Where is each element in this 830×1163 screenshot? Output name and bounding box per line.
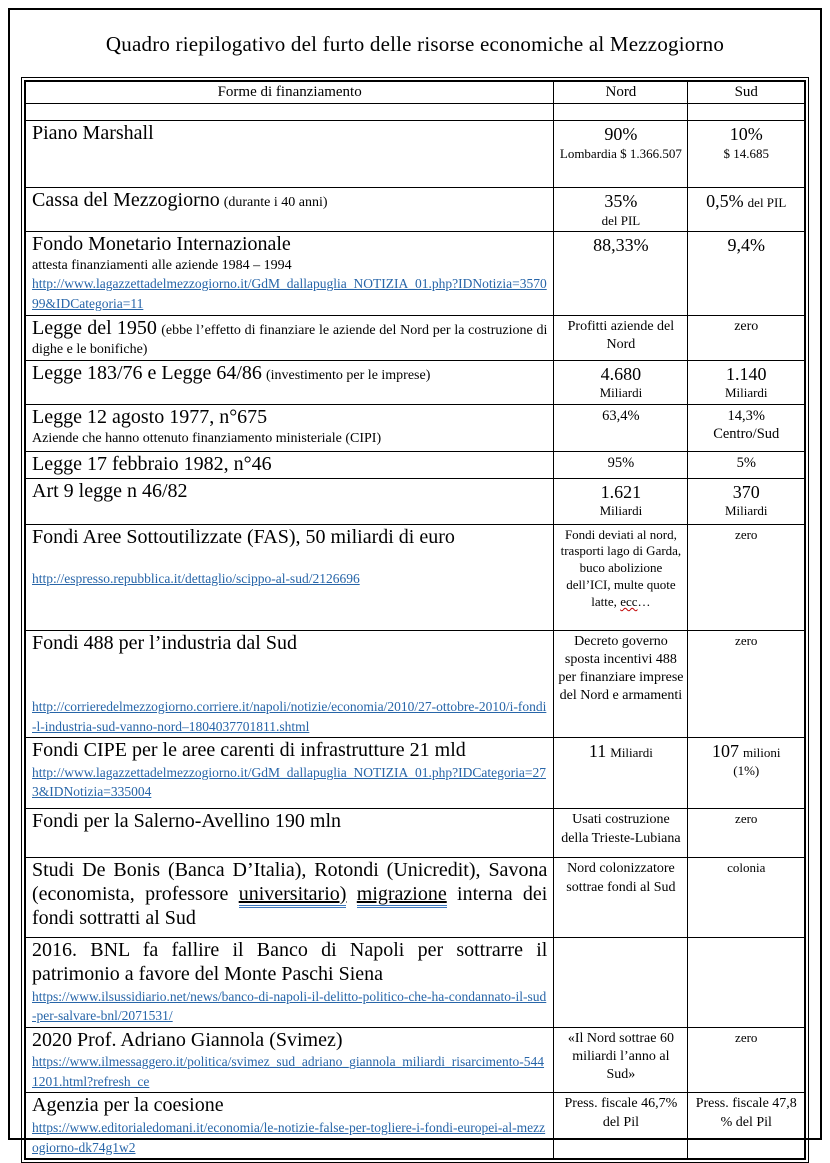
summary-table	[24, 80, 806, 1160]
empty-cell	[25, 104, 554, 121]
value-unit: milioni	[742, 745, 781, 761]
cell-sud	[688, 232, 805, 315]
value-main: 9,4%	[727, 235, 765, 256]
table-row-giannola-svimez	[25, 1027, 805, 1093]
row-note: (investimento per le imprese)	[265, 367, 431, 383]
empty-cell	[688, 104, 805, 121]
table-row-agenzia-coesione	[25, 1093, 805, 1159]
header-sud: Sud	[688, 81, 805, 104]
cipe-link[interactable]: http://www.lagazzettadelmezzogiorno.it/GdM_dallapuglia_NOTIZIA_01.php?IDCategoria=273&IDNotizia=335004	[32, 764, 546, 800]
value-text: Press. fiscale 46,7% del Pil	[564, 1096, 678, 1130]
row-note: (ebbe l’effetto di finanziare le aziende del Nord per la costruzione di dighe e le bonifiche)	[32, 322, 548, 358]
value-sub: Miliardi	[724, 503, 768, 519]
value-text: Decreto governo sposta incentivi 488 per finanziare imprese del Nord e armamenti	[558, 633, 684, 704]
row-title: Fondi CIPE per le aree carenti di infrastrutture 21 mld	[32, 739, 466, 762]
row-title: Fondi Aree Sottoutilizzate (FAS), 50 miliardi di euro	[32, 525, 455, 548]
cell-forme	[25, 478, 554, 524]
cell-sud	[688, 524, 805, 630]
value-text: zero	[735, 811, 758, 827]
value-text-ellipsis: …	[637, 594, 651, 610]
fas-link[interactable]: http://espresso.repubblica.it/dettaglio/scippo-al-sud/2126696	[32, 571, 360, 587]
row-note: (durante i 40 anni)	[223, 195, 328, 210]
value-text: colonia	[727, 860, 766, 876]
value-sub: Miliardi	[724, 385, 768, 401]
header-nord: Nord	[554, 81, 688, 104]
cell-forme	[25, 405, 554, 452]
cell-forme	[25, 630, 554, 738]
value-sub: Miliardi	[599, 385, 643, 401]
cell-nord	[554, 405, 688, 452]
cell-sud	[688, 938, 805, 1027]
row-title: Fondo Monetario Internazionale	[32, 233, 291, 256]
row-title: Fondi per la Salerno-Avellino 190 mln	[32, 810, 342, 833]
value-text: Nord colonizzatore sottrae fondi al Sud	[566, 861, 676, 895]
value-text: Usati costruzione della Trieste-Lubiana	[561, 812, 681, 846]
table-row-art9	[25, 478, 805, 524]
value-main: 4.680	[600, 363, 642, 384]
table-row-piano-marshall	[25, 121, 805, 188]
row-title: 2020 Prof. Adriano Giannola (Svimez)	[32, 1028, 343, 1051]
cell-sud	[688, 315, 805, 360]
cell-sud	[688, 809, 805, 858]
table-row-fondi-cipe	[25, 738, 805, 809]
cell-forme	[25, 738, 554, 809]
value-main: 90%	[604, 124, 638, 144]
grammar-marked-word: migrazione	[357, 883, 447, 908]
cell-nord	[554, 938, 688, 1027]
cell-nord	[554, 478, 688, 524]
value-sub: Miliardi	[599, 503, 643, 519]
value-text: «Il Nord sottrae 60 miliardi l’anno al Sud»	[567, 1030, 674, 1082]
value-sub: del PIL	[747, 195, 787, 210]
value-sub: del PIL	[601, 212, 641, 228]
cell-nord	[554, 858, 688, 938]
row-subtitle: Aziende che hanno ottenuto finanziamento ministeriale (CIPI)	[32, 430, 382, 446]
value-text: Press. fiscale 47,8 % del Pil	[695, 1096, 797, 1130]
value-main: 14,3%	[727, 408, 765, 424]
page-title: Quadro riepilogativo del furto delle risorse economiche al Mezzogiorno	[105, 32, 725, 56]
value-sub: Lombardia $ 1.366.507	[559, 145, 682, 161]
cell-forme	[25, 858, 554, 938]
value-main: 1.621	[600, 481, 642, 502]
table-row-bnl-banco-napoli	[25, 938, 805, 1027]
cell-sud	[688, 188, 805, 232]
summary-table-outer-border	[21, 77, 809, 1163]
table-empty-row	[25, 104, 805, 121]
cell-sud	[688, 738, 805, 809]
coesione-link[interactable]: https://www.editorialedomani.it/economia/le-notizie-false-per-togliere-i-fondi-europei-al-mezzogiorno-dk74g1w2	[32, 1119, 546, 1155]
cell-nord	[554, 188, 688, 232]
row-title: Art 9 legge n 46/82	[32, 479, 188, 502]
table-row-studi-de-bonis	[25, 858, 805, 938]
value-text: zero	[735, 1029, 758, 1045]
cell-nord	[554, 360, 688, 404]
cell-sud	[688, 405, 805, 452]
header-forme: Forme di finanziamento	[25, 81, 554, 104]
cell-nord	[554, 809, 688, 858]
value-main: 0,5%	[706, 191, 744, 211]
table-row-fondo-monetario	[25, 232, 805, 315]
cell-nord	[554, 315, 688, 360]
cell-forme	[25, 452, 554, 479]
value-sub: Centro/Sud	[713, 426, 780, 443]
cell-nord	[554, 630, 688, 738]
cell-forme	[25, 188, 554, 232]
value-text: zero	[735, 526, 758, 542]
value-sub: (1%)	[733, 762, 760, 778]
row-title: Legge del 1950	[32, 316, 157, 339]
value-main: 107	[711, 741, 739, 762]
giannola-link[interactable]: https://www.ilmessaggero.it/politica/svimez_sud_adriano_giannola_miliardi_risarcimento-5441201.html?refresh_ce	[32, 1054, 545, 1089]
value-main: 1.140	[725, 363, 767, 384]
cell-nord	[554, 121, 688, 188]
value-sub: $ 14.685	[723, 145, 769, 161]
value-main: 5%	[736, 455, 756, 471]
cell-forme	[25, 232, 554, 315]
cell-sud	[688, 858, 805, 938]
row-title: Fondi 488 per l’industria dal Sud	[32, 631, 297, 654]
cell-forme	[25, 360, 554, 404]
cell-nord	[554, 524, 688, 630]
table-row-fondi-488	[25, 630, 805, 738]
cell-sud	[688, 1093, 805, 1159]
cell-sud	[688, 1027, 805, 1093]
row-title: Legge 17 febbraio 1982, n°46	[32, 453, 272, 475]
value-main: 10%	[729, 124, 763, 144]
fondi-488-link[interactable]: http://corrieredelmezzogiorno.corriere.it/napoli/notizie/economia/2010/27-ottobre-2010/i-fondi-l-industria-sud-vanno-nord–1804037701811.shtml	[32, 699, 547, 734]
cell-forme	[25, 121, 554, 188]
row-title-part2: interna dei fondi sottratti al Sud	[32, 882, 548, 929]
row-title: Piano Marshall	[32, 122, 154, 144]
cell-sud	[688, 360, 805, 404]
value-main: 11	[588, 741, 607, 762]
table-row-legge-1950	[25, 315, 805, 360]
value-main: 35%	[604, 191, 638, 211]
cell-forme	[25, 809, 554, 858]
value-text: Fondi deviati al nord, trasporti lago di Garda, buco abolizione dell’ICI, multe quote latte,	[560, 526, 682, 610]
cell-sud	[688, 478, 805, 524]
cell-sud	[688, 121, 805, 188]
value-main: 370	[732, 481, 760, 502]
row-title: Legge 12 agosto 1977, n°675	[32, 406, 268, 428]
bnl-link[interactable]: https://www.ilsussidiario.net/news/banco-di-napoli-il-delitto-politico-che-ha-condannato-il-sud-per-salvare-bnl/2071531/	[32, 988, 547, 1024]
cell-nord	[554, 738, 688, 809]
table-row-legge-183-64	[25, 360, 805, 404]
page-border-frame	[8, 8, 822, 1155]
cell-forme	[25, 524, 554, 630]
cell-forme	[25, 1093, 554, 1159]
row-title: Legge 183/76 e Legge 64/86	[32, 361, 262, 384]
value-main: 63,4%	[602, 408, 640, 424]
row-title: Cassa del Mezzogiorno	[32, 189, 220, 211]
misspelled-word: ecc	[620, 594, 638, 610]
row-title-part1: Studi De Bonis (Banca D’Italia), Rotondi (Unicredit), Savona (economista, professore	[32, 859, 548, 905]
fmi-link[interactable]: http://www.lagazzettadelmezzogiorno.it/GdM_dallapuglia_NOTIZIA_01.php?IDNotizia=357099&IDCategoria=11	[32, 276, 547, 312]
value-text: zero	[734, 318, 759, 334]
cell-nord	[554, 232, 688, 315]
empty-cell	[554, 104, 688, 121]
cell-nord	[554, 1093, 688, 1159]
value-text: Profitti aziende del Nord	[567, 318, 675, 352]
table-row-cassa-mezzogiorno	[25, 188, 805, 232]
table-header-row	[25, 81, 805, 104]
cell-sud	[688, 452, 805, 479]
grammar-marked-word: universitario)	[239, 883, 347, 908]
table-row-salerno-avellino	[25, 809, 805, 858]
cell-forme	[25, 315, 554, 360]
cell-nord	[554, 452, 688, 479]
table-row-legge-46	[25, 452, 805, 479]
table-row-fas	[25, 524, 805, 630]
cell-sud	[688, 630, 805, 738]
row-subtitle: attesta finanziamenti alle aziende 1984 – 1994	[32, 257, 292, 273]
cell-forme	[25, 938, 554, 1027]
row-title-separator	[346, 883, 356, 905]
value-main: 95%	[607, 455, 635, 471]
row-title: 2016. BNL fa fallire il Banco di Napoli per sottrarre il patrimonio a favore del Monte Paschi Siena	[32, 939, 548, 985]
cell-forme	[25, 1027, 554, 1093]
value-main: 88,33%	[593, 235, 649, 256]
row-title: Agenzia per la coesione	[32, 1094, 224, 1117]
cell-nord	[554, 1027, 688, 1093]
value-text: zero	[735, 632, 758, 648]
table-row-legge-675	[25, 405, 805, 452]
value-unit: Miliardi	[610, 745, 653, 761]
